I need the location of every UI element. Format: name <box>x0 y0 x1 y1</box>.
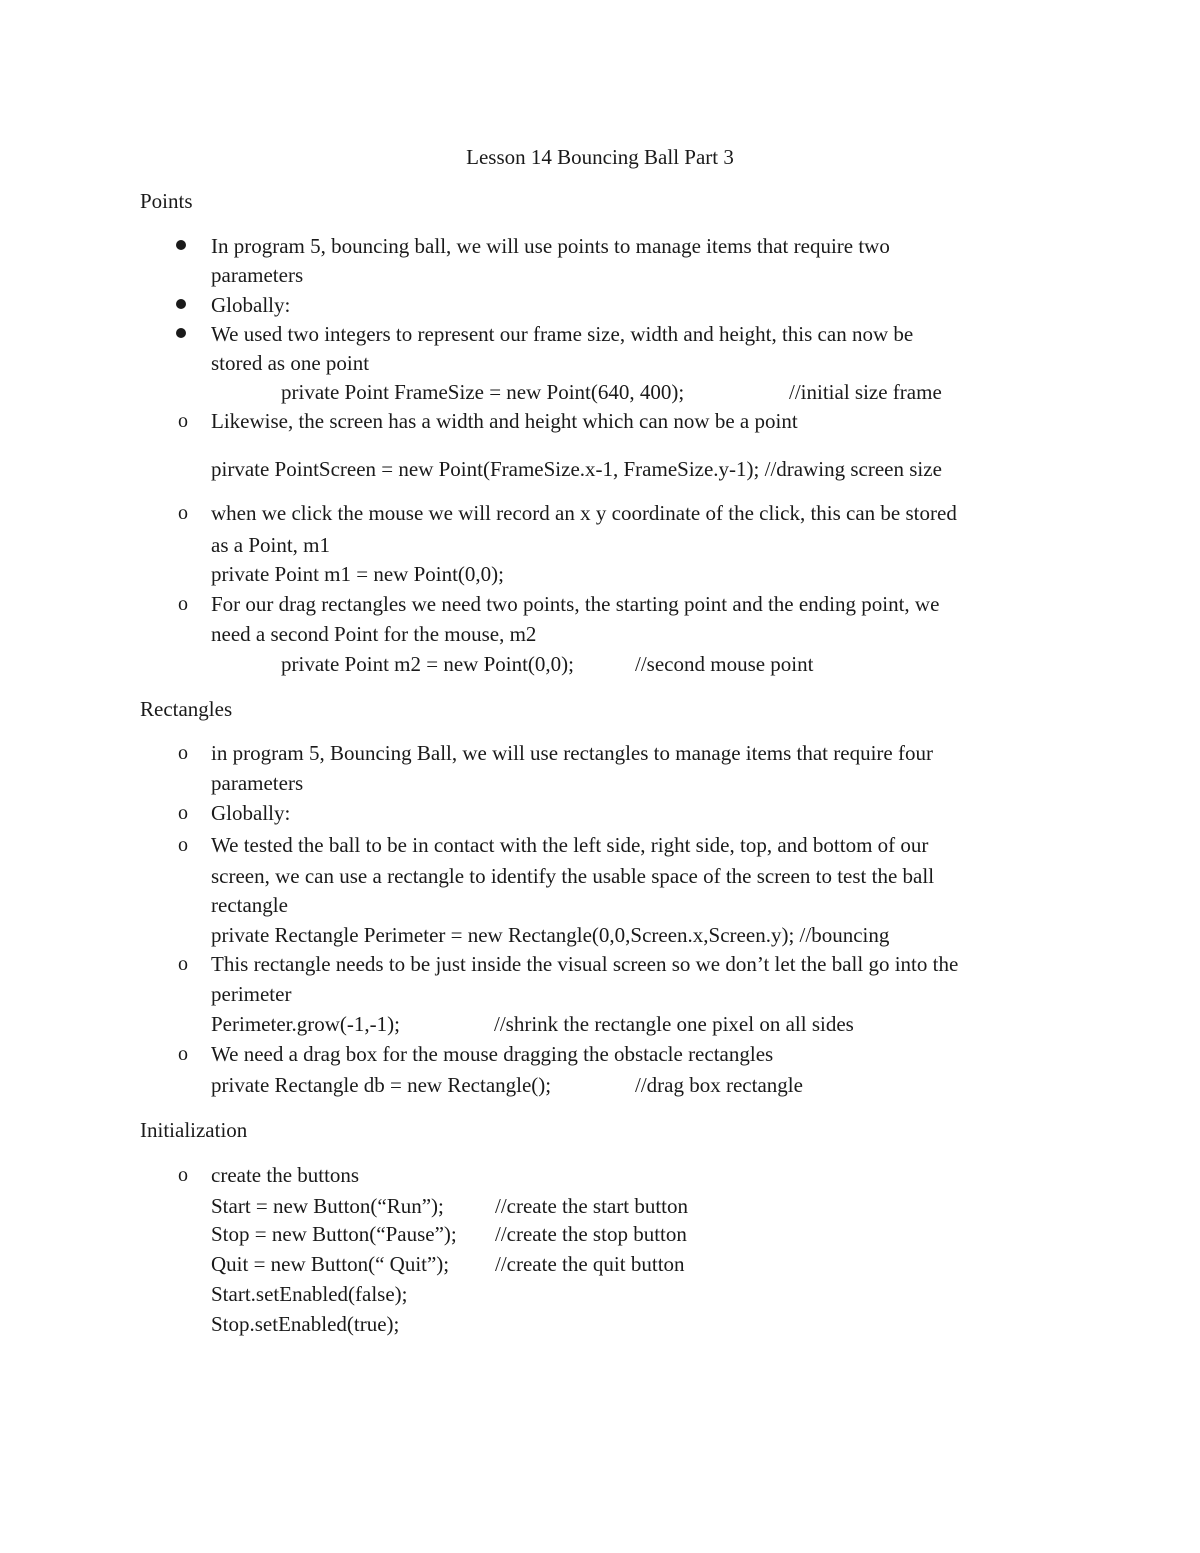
points-item4-line1: Likewise, the screen has a width and height which can now be a point <box>211 409 798 433</box>
circle-bullet-icon: o <box>178 1164 188 1186</box>
rectangles-item3-code: private Rectangle Perimeter = new Rectangle(0,0,Screen.x,Screen.y); //bouncing <box>211 923 890 947</box>
code-text: Quit = new Button(“ Quit”); <box>211 1252 450 1276</box>
rectangles-item3-line3: rectangle <box>211 893 288 917</box>
rectangles-item1-line2: parameters <box>211 771 304 795</box>
points-item3-line2: stored as one point <box>211 351 370 375</box>
points-item4-code: pirvate PointScreen = new Point(FrameSize.x-1, FrameSize.y-1); //drawing screen size <box>211 457 942 481</box>
code-comment: //create the quit button <box>495 1252 685 1276</box>
code-comment: //drag box rectangle <box>635 1073 803 1097</box>
points-item1-line2: parameters <box>211 263 304 287</box>
init-code-stop-enabled: Stop.setEnabled(true); <box>211 1312 400 1336</box>
circle-bullet-icon: o <box>178 834 188 856</box>
rectangles-item4-line2: perimeter <box>211 982 292 1006</box>
points-item6-line2: need a second Point for the mouse, m2 <box>211 622 537 646</box>
points-item3-line1: We used two integers to represent our frame size, width and height, this can now be <box>211 322 914 346</box>
points-item6-line1: For our drag rectangles we need two points, the starting point and the ending point, we <box>211 592 940 616</box>
bullet-icon <box>176 328 186 338</box>
init-code-stop <box>211 1219 687 1249</box>
init-item1-line1: create the buttons <box>211 1163 360 1187</box>
rectangles-item2-line1: Globally: <box>211 801 291 825</box>
circle-bullet-icon: o <box>178 1043 188 1065</box>
init-code-quit <box>211 1249 685 1279</box>
bullet-icon <box>176 299 186 309</box>
rectangles-item3-line1: We tested the ball to be in contact with the left side, right side, top, and bottom of our <box>211 833 929 857</box>
code-comment: //shrink the rectangle one pixel on all sides <box>494 1012 854 1036</box>
rectangles-item1-line1: in program 5, Bouncing Ball, we will use rectangles to manage items that require four <box>211 741 933 765</box>
points-item5-line1: when we click the mouse we will record an x y coordinate of the click, this can be stored <box>211 501 957 525</box>
circle-bullet-icon: o <box>178 953 188 975</box>
section-heading-rectangles: Rectangles <box>140 697 233 721</box>
rectangles-item3-line2: screen, we can use a rectangle to identify the usable space of the screen to test the ball <box>211 864 935 888</box>
code-text: Perimeter.grow(-1,-1); <box>211 1012 400 1036</box>
code-comment: //create the start button <box>495 1194 689 1218</box>
init-code-start-enabled: Start.setEnabled(false); <box>211 1282 408 1306</box>
circle-bullet-icon: o <box>178 742 188 764</box>
rectangles-item4-code <box>211 1009 854 1039</box>
circle-bullet-icon: o <box>178 593 188 615</box>
circle-bullet-icon: o <box>178 802 188 824</box>
code-comment: //initial size frame <box>789 380 942 404</box>
code-text: private Point m2 = new Point(0,0); <box>281 652 574 676</box>
init-code-start <box>211 1191 689 1221</box>
page-title: Lesson 14 Bouncing Ball Part 3 <box>466 145 734 169</box>
code-comment: //second mouse point <box>635 652 814 676</box>
circle-bullet-icon: o <box>178 502 188 524</box>
rectangles-item5-code <box>211 1070 803 1100</box>
code-text: Start = new Button(“Run”); <box>211 1194 444 1218</box>
points-item5-line2: as a Point, m1 <box>211 533 330 557</box>
code-comment: //create the stop button <box>495 1222 687 1246</box>
code-text: private Point FrameSize = new Point(640, 400); <box>281 380 685 404</box>
rectangles-item5-line1: We need a drag box for the mouse dragging the obstacle rectangles <box>211 1042 774 1066</box>
bullet-icon <box>176 240 186 250</box>
points-item2-line1: Globally: <box>211 293 291 317</box>
points-item1-line1: In program 5, bouncing ball, we will use points to manage items that require two <box>211 234 890 258</box>
code-text: Stop = new Button(“Pause”); <box>211 1222 457 1246</box>
points-item3-code <box>281 377 942 407</box>
section-heading-points: Points <box>140 189 193 213</box>
points-item5-code: private Point m1 = new Point(0,0); <box>211 562 504 586</box>
rectangles-item4-line1: This rectangle needs to be just inside the visual screen so we don’t let the ball go into the <box>211 952 959 976</box>
section-heading-initialization: Initialization <box>140 1118 248 1142</box>
code-text: private Rectangle db = new Rectangle(); <box>211 1073 552 1097</box>
circle-bullet-icon: o <box>178 410 188 432</box>
points-item6-code <box>281 649 814 679</box>
